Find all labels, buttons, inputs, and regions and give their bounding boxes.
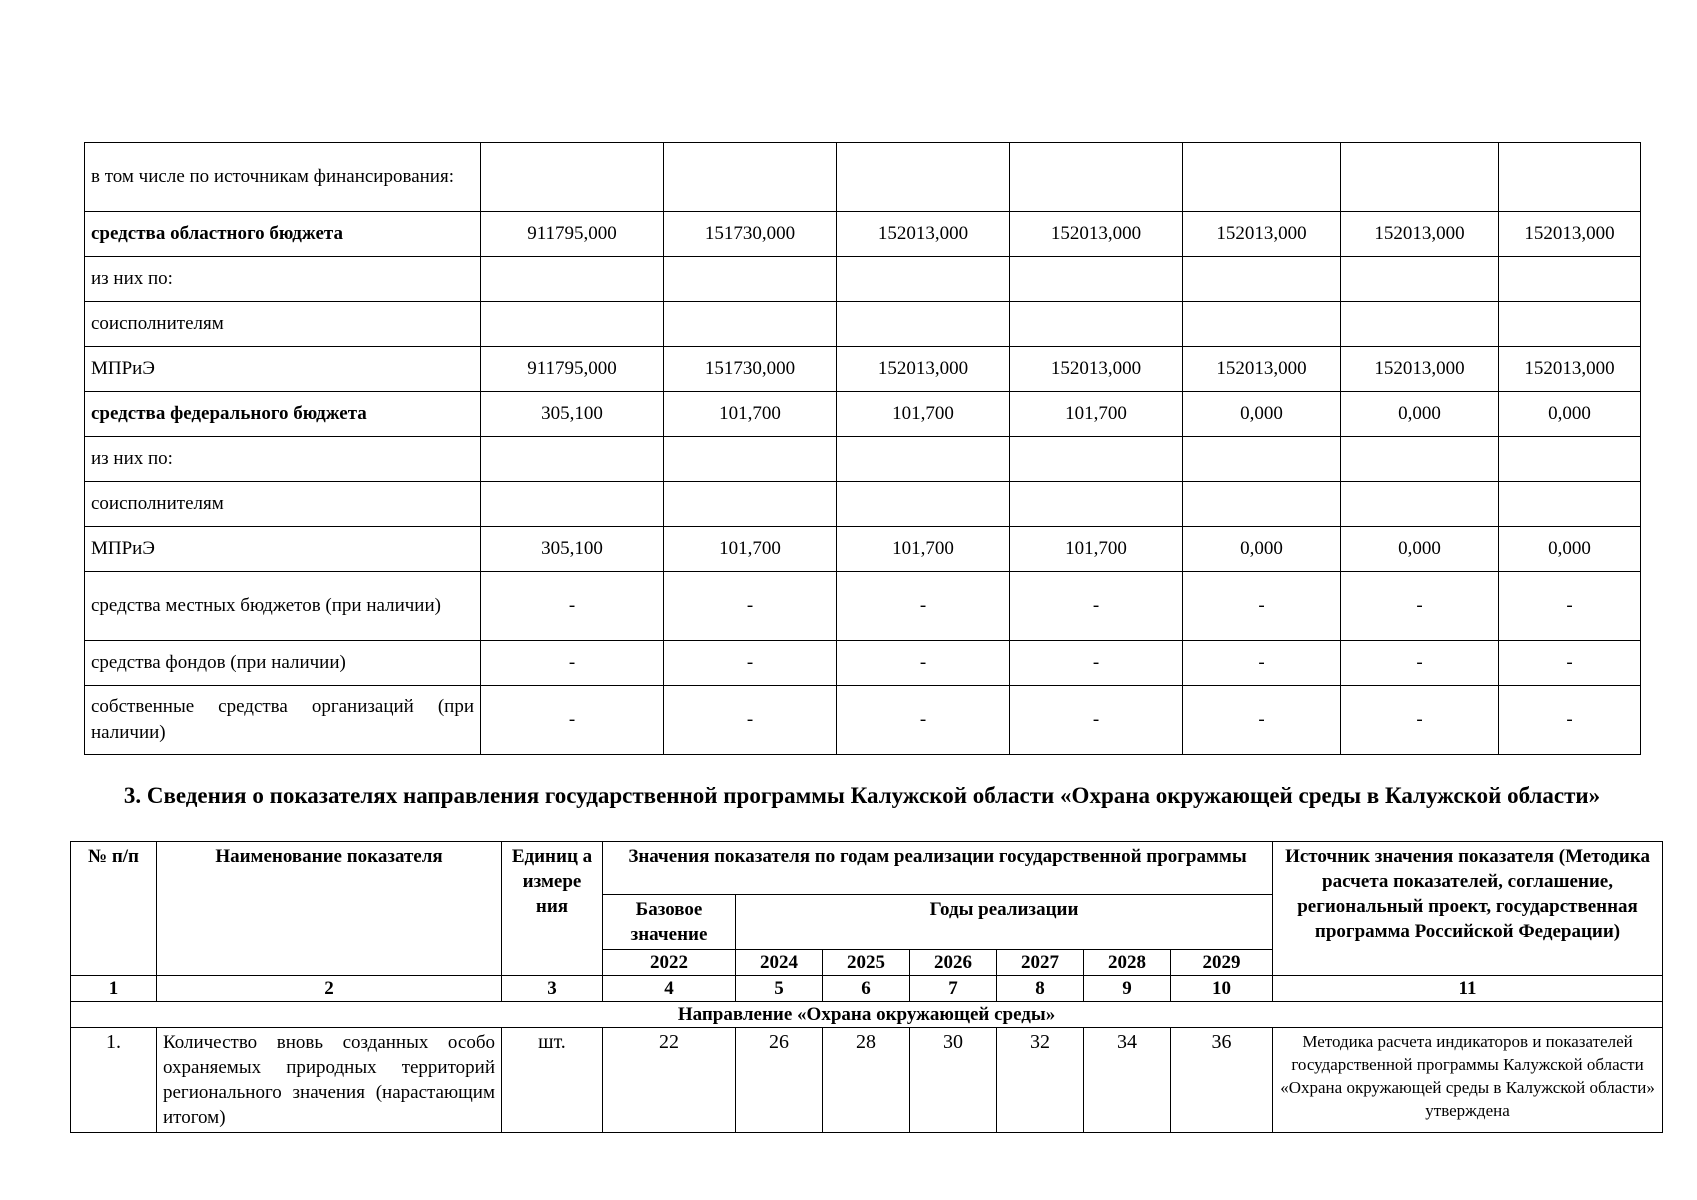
column-number: 1 (71, 976, 157, 1002)
financing-cell: - (1341, 572, 1499, 641)
financing-row-label: МПРиЭ (85, 527, 481, 572)
financing-cell: 152013,000 (1183, 347, 1341, 392)
financing-cell: 152013,000 (1183, 212, 1341, 257)
financing-cell: - (1341, 686, 1499, 755)
financing-cell (1183, 302, 1341, 347)
column-number: 8 (997, 976, 1084, 1002)
financing-cell: - (664, 686, 837, 755)
financing-cell: - (1010, 686, 1183, 755)
financing-cell (481, 437, 664, 482)
financing-row (85, 212, 1641, 257)
financing-cell: 101,700 (1010, 392, 1183, 437)
financing-cell (1341, 482, 1499, 527)
financing-row-label: средства фондов (при наличии) (85, 641, 481, 686)
financing-cell: 101,700 (1010, 527, 1183, 572)
header-unit: Единиц а измере ния (502, 842, 603, 976)
indicator-base-value: 22 (603, 1028, 736, 1133)
header-year: 2027 (997, 950, 1084, 976)
column-number: 3 (502, 976, 603, 1002)
financing-cell: 305,100 (481, 392, 664, 437)
financing-cell (1010, 257, 1183, 302)
indicator-row (71, 1028, 1663, 1133)
indicator-year-value: 30 (910, 1028, 997, 1133)
header-base-year: 2022 (603, 950, 736, 976)
column-number: 2 (157, 976, 502, 1002)
financing-row-label: из них по: (85, 437, 481, 482)
indicator-year-value: 32 (997, 1028, 1084, 1133)
financing-cell: - (481, 572, 664, 641)
financing-cell: - (1183, 686, 1341, 755)
financing-cell: 0,000 (1341, 392, 1499, 437)
financing-cell (1010, 302, 1183, 347)
column-number-row (71, 976, 1663, 1002)
financing-cell: 152013,000 (1341, 347, 1499, 392)
column-number: 4 (603, 976, 736, 1002)
financing-row-label: средства федерального бюджета (85, 392, 481, 437)
header-year: 2029 (1171, 950, 1273, 976)
financing-cell: - (1499, 686, 1641, 755)
financing-cell: 152013,000 (1010, 347, 1183, 392)
financing-cell: 152013,000 (1010, 212, 1183, 257)
financing-cell: - (837, 572, 1010, 641)
section-title: 3. Сведения о показателях направления государственной программы Калужской области «Охрана окружающей среды в Калужской области» (123, 783, 1601, 808)
financing-cell: 101,700 (837, 392, 1010, 437)
header-year: 2026 (910, 950, 997, 976)
financing-cell: 911795,000 (481, 347, 664, 392)
header-values-group: Значения показателя по годам реализации государственной программы (603, 842, 1273, 895)
financing-cell: 0,000 (1183, 392, 1341, 437)
financing-row (85, 686, 1641, 755)
financing-cell: - (664, 572, 837, 641)
financing-cell (1010, 143, 1183, 212)
indicator-unit: шт. (502, 1028, 603, 1133)
financing-cell (481, 257, 664, 302)
financing-cell: - (837, 686, 1010, 755)
financing-cell: - (1341, 641, 1499, 686)
financing-cell: 151730,000 (664, 347, 837, 392)
header-num: № п/п (71, 842, 157, 976)
financing-row-label: из них по: (85, 257, 481, 302)
financing-row-label: соисполнителям (85, 302, 481, 347)
financing-cell: - (837, 641, 1010, 686)
financing-cell: 101,700 (837, 527, 1010, 572)
financing-cell (837, 143, 1010, 212)
column-number: 7 (910, 976, 997, 1002)
column-number: 6 (823, 976, 910, 1002)
financing-cell: - (1010, 641, 1183, 686)
financing-table (84, 142, 1641, 755)
financing-row-label: МПРиЭ (85, 347, 481, 392)
financing-cell (1341, 257, 1499, 302)
indicator-year-value: 26 (736, 1028, 823, 1133)
indicator-year-value: 36 (1171, 1028, 1273, 1133)
financing-row-label: в том числе по источникам финансирования: (85, 143, 481, 212)
direction-row (71, 1002, 1663, 1028)
header-source: Источник значения показателя (Методика расчета показателей, соглашение, региональный проект, государственная программа Российской Федерации) (1273, 842, 1663, 976)
financing-cell (1341, 437, 1499, 482)
financing-row (85, 143, 1641, 212)
financing-cell (1341, 143, 1499, 212)
financing-cell (1183, 482, 1341, 527)
financing-cell (1183, 437, 1341, 482)
column-number: 10 (1171, 976, 1273, 1002)
financing-cell (481, 143, 664, 212)
column-number: 11 (1273, 976, 1663, 1002)
financing-row (85, 257, 1641, 302)
indicators-table-body (71, 976, 1663, 1133)
financing-row (85, 302, 1641, 347)
financing-cell: - (1499, 572, 1641, 641)
header-base: Базовое значение (603, 895, 736, 950)
financing-row-label: средства местных бюджетов (при наличии) (85, 572, 481, 641)
financing-cell (837, 257, 1010, 302)
indicators-table (70, 841, 1663, 1133)
financing-row (85, 347, 1641, 392)
financing-row (85, 392, 1641, 437)
financing-table-body (85, 143, 1641, 755)
financing-cell: - (664, 641, 837, 686)
financing-cell (1499, 302, 1641, 347)
financing-cell (481, 302, 664, 347)
financing-cell (1010, 437, 1183, 482)
financing-cell (664, 482, 837, 527)
financing-cell: 0,000 (1499, 527, 1641, 572)
financing-cell: 101,700 (664, 527, 837, 572)
financing-cell: - (1010, 572, 1183, 641)
indicator-year-value: 28 (823, 1028, 910, 1133)
financing-row-label: средства областного бюджета (85, 212, 481, 257)
header-year: 2028 (1084, 950, 1171, 976)
financing-cell: 152013,000 (837, 212, 1010, 257)
indicator-num: 1. (71, 1028, 157, 1133)
financing-cell: 101,700 (664, 392, 837, 437)
financing-cell: 0,000 (1341, 527, 1499, 572)
financing-row-label: собственные средства организаций (при наличии) (85, 686, 481, 755)
financing-row-label: соисполнителям (85, 482, 481, 527)
financing-cell (1499, 143, 1641, 212)
financing-row (85, 437, 1641, 482)
column-number: 5 (736, 976, 823, 1002)
header-name: Наименование показателя (157, 842, 502, 976)
header-year: 2024 (736, 950, 823, 976)
financing-row (85, 482, 1641, 527)
financing-cell: 152013,000 (837, 347, 1010, 392)
financing-cell: 0,000 (1499, 392, 1641, 437)
financing-row (85, 641, 1641, 686)
financing-cell: - (481, 641, 664, 686)
financing-cell (664, 302, 837, 347)
financing-row (85, 527, 1641, 572)
financing-cell: - (1183, 641, 1341, 686)
financing-cell (837, 302, 1010, 347)
financing-cell: - (1499, 641, 1641, 686)
financing-cell (664, 143, 837, 212)
financing-cell (1499, 437, 1641, 482)
financing-cell (481, 482, 664, 527)
indicator-year-value: 34 (1084, 1028, 1171, 1133)
financing-cell: - (1183, 572, 1341, 641)
indicator-name: Количество вновь созданных особо охраняемых природных территорий регионального значения (нарастающим итогом) (157, 1028, 502, 1133)
financing-cell (837, 437, 1010, 482)
financing-cell: 152013,000 (1499, 212, 1641, 257)
financing-cell: 305,100 (481, 527, 664, 572)
financing-cell: 151730,000 (664, 212, 837, 257)
direction-label: Направление «Охрана окружающей среды» (71, 1002, 1663, 1028)
financing-cell: 152013,000 (1341, 212, 1499, 257)
header-years-group: Годы реализации (736, 895, 1273, 950)
financing-cell (837, 482, 1010, 527)
column-number: 9 (1084, 976, 1171, 1002)
financing-row (85, 572, 1641, 641)
header-year: 2025 (823, 950, 910, 976)
financing-cell (1010, 482, 1183, 527)
financing-cell (1341, 302, 1499, 347)
financing-cell (1183, 257, 1341, 302)
financing-cell: 911795,000 (481, 212, 664, 257)
financing-cell (664, 257, 837, 302)
financing-cell (1183, 143, 1341, 212)
indicator-source: Методика расчета индикаторов и показателей государственной программы Калужской области «Охрана окружающей среды в Калужской области» утверждена (1273, 1028, 1663, 1133)
financing-cell: 152013,000 (1499, 347, 1641, 392)
financing-cell (1499, 482, 1641, 527)
financing-cell: - (481, 686, 664, 755)
financing-cell (1499, 257, 1641, 302)
financing-cell (664, 437, 837, 482)
financing-cell: 0,000 (1183, 527, 1341, 572)
